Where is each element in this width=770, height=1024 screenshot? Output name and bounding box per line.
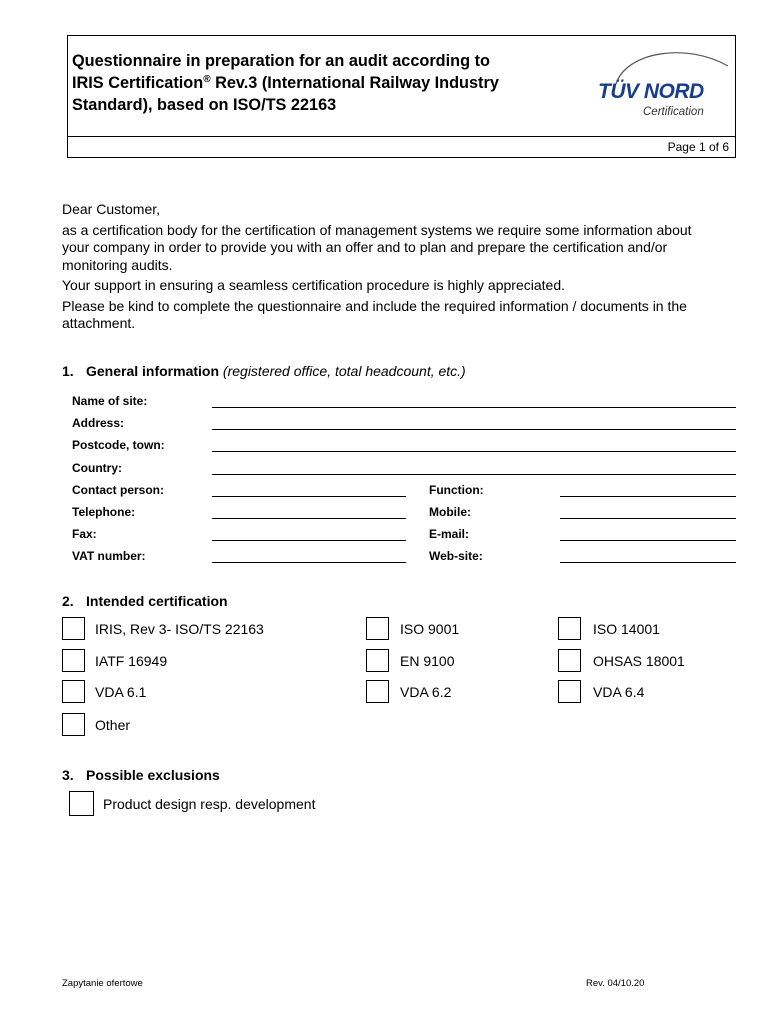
greeting: Dear Customer,: [62, 201, 161, 217]
iso-9001-label: ISO 9001: [400, 621, 460, 637]
address-label: Address:: [72, 416, 125, 430]
en-9100-checkbox[interactable]: [366, 649, 389, 672]
address-field[interactable]: [212, 429, 736, 430]
country-label: Country:: [72, 461, 122, 475]
product-design-label: Product design resp. development: [103, 796, 316, 812]
vda-6-4-checkbox[interactable]: [558, 680, 581, 703]
name-of-site-field[interactable]: [212, 407, 736, 408]
iatf-16949-checkbox[interactable]: [62, 649, 85, 672]
vda-6-2-checkbox[interactable]: [366, 680, 389, 703]
postcode-town-field[interactable]: [212, 451, 736, 452]
ohsas-18001-checkbox[interactable]: [558, 649, 581, 672]
registered-mark: ®: [203, 74, 211, 85]
intro-paragraph-2: Your support in ensuring a seamless certification procedure is highly appreciated.: [62, 277, 565, 293]
section-1-heading: General information: [86, 363, 220, 379]
function-label: Function:: [429, 483, 484, 497]
section-1-title: [62, 363, 466, 379]
other-checkbox[interactable]: [62, 713, 85, 736]
section-3-heading: Possible exclusions: [86, 767, 220, 783]
logo-subtext: Certification: [643, 106, 704, 118]
page-number: Page 1 of 6: [667, 140, 729, 154]
function-field[interactable]: [560, 496, 736, 497]
iso-14001-label: ISO 14001: [593, 621, 660, 637]
intro-text: [62, 201, 722, 336]
section-2-heading: Intended certification: [86, 593, 228, 609]
footer-revision: Rev. 04/10.20: [586, 978, 645, 989]
fax-field[interactable]: [212, 540, 406, 541]
mobile-label: Mobile:: [429, 505, 471, 519]
name-of-site-label: Name of site:: [72, 394, 148, 408]
website-field[interactable]: [560, 562, 736, 563]
section-2-title: [62, 593, 228, 609]
iatf-16949-label: IATF 16949: [95, 653, 168, 669]
contact-person-field[interactable]: [212, 496, 406, 497]
intro-paragraph-3: Please be kind to complete the questionnaire and include the required information / documents in the attachment.: [62, 297, 687, 331]
iso-9001-checkbox[interactable]: [366, 617, 389, 640]
mobile-field[interactable]: [560, 518, 736, 519]
section-3-title: [62, 767, 220, 783]
fax-label: Fax:: [72, 527, 97, 541]
header-box: [67, 35, 736, 158]
title-line-2-pre: IRIS Certification: [72, 74, 204, 92]
iso-14001-checkbox[interactable]: [558, 617, 581, 640]
footer-left: Zapytanie ofertowe: [62, 978, 143, 989]
product-design-checkbox[interactable]: [69, 791, 94, 816]
header-divider: [68, 136, 735, 137]
vda-6-2-label: VDA 6.2: [400, 684, 452, 700]
contact-person-label: Contact person:: [72, 483, 165, 497]
iris-label: IRIS, Rev 3- ISO/TS 22163: [95, 621, 264, 637]
section-1-number: 1.: [62, 363, 74, 379]
email-field[interactable]: [560, 540, 736, 541]
telephone-label: Telephone:: [72, 505, 136, 519]
email-label: E-mail:: [429, 527, 470, 541]
vat-number-label: VAT number:: [72, 549, 146, 563]
title-line-2: [72, 72, 572, 94]
postcode-town-label: Postcode, town:: [72, 438, 165, 452]
other-label: Other: [95, 717, 131, 733]
document-title: [72, 50, 572, 116]
title-line-3: Standard), based on ISO/TS 22163: [72, 96, 337, 114]
section-3-number: 3.: [62, 767, 74, 783]
section-2-number: 2.: [62, 593, 74, 609]
country-field[interactable]: [212, 474, 736, 475]
intro-paragraph-1: as a certification body for the certification of management systems we require some information about your company in order to provide you with an offer and to plan and prepare the certification and/or monitoring audits.: [62, 221, 692, 273]
title-line-1: Questionnaire in preparation for an audit according to: [72, 52, 490, 70]
section-1-note: (registered office, total headcount, etc.): [222, 363, 466, 379]
telephone-field[interactable]: [212, 518, 406, 519]
iris-checkbox[interactable]: [62, 617, 85, 640]
title-line-2-post: Rev.3 (International Railway Industry: [210, 74, 499, 92]
vda-6-1-label: VDA 6.1: [95, 684, 147, 700]
en-9100-label: EN 9100: [400, 653, 455, 669]
logo-text: TÜV NORD: [598, 80, 704, 103]
vda-6-4-label: VDA 6.4: [593, 684, 645, 700]
vda-6-1-checkbox[interactable]: [62, 680, 85, 703]
ohsas-18001-label: OHSAS 18001: [593, 653, 685, 669]
website-label: Web-site:: [429, 549, 483, 563]
vat-number-field[interactable]: [212, 562, 406, 563]
